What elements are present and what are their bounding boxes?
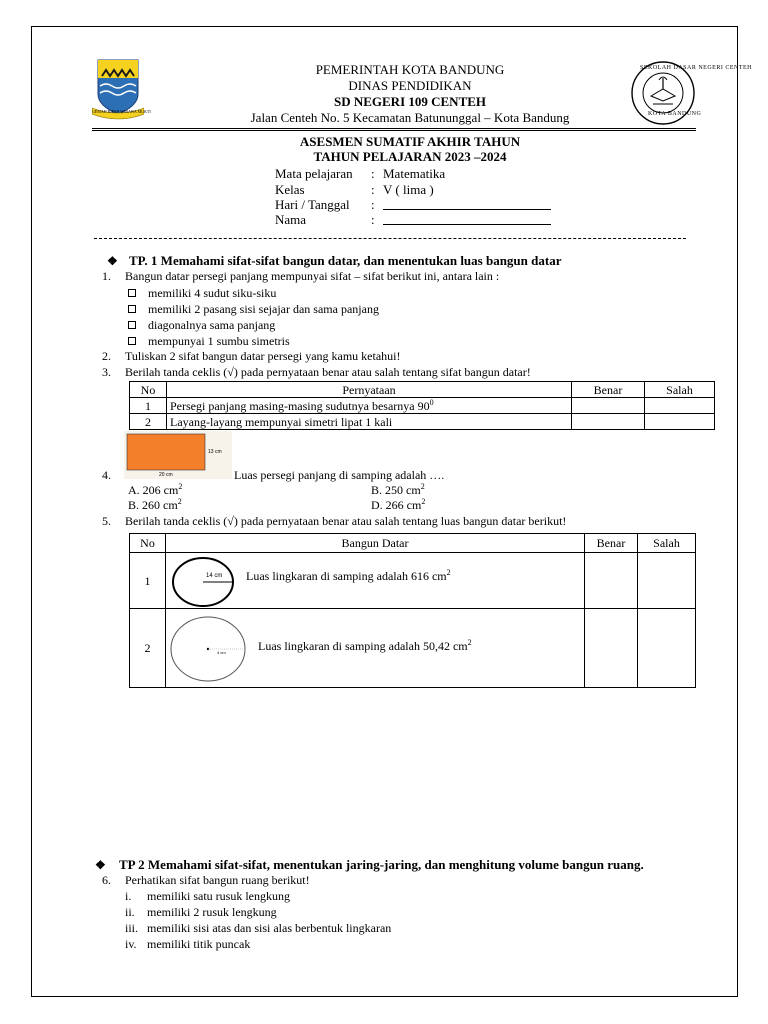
exam-year: TAHUN PELAJARAN 2023 –2024 — [313, 149, 507, 164]
q6-item-roman: iii. — [125, 921, 139, 935]
q6-item-text: memiliki titik puncak — [147, 937, 251, 951]
q4-option-d[interactable]: D. 266 $cm^2$ — [371, 497, 426, 512]
row-statement: Layang-layang mempunyai simetri lipat 1 kali — [167, 414, 572, 430]
row-shape — [166, 553, 585, 609]
q1-option: diagonalnya sama panjang — [148, 318, 276, 332]
row-no: 2 — [130, 414, 167, 430]
dept-title: DINAS PENDIDIKAN — [348, 78, 472, 93]
col-true: Benar — [572, 382, 645, 398]
exam-title: ASESMEN SUMATIF AKHIR TAHUN — [299, 134, 521, 149]
q6-text: Perhatikan sifat bangun ruang berikut! — [125, 873, 310, 887]
q1-option: mempunyai 1 sumbu simetris — [148, 334, 290, 348]
checkbox[interactable] — [128, 321, 136, 329]
right-logo-top-text: SEKOLAH DASAR NEGERI CENTEH — [640, 65, 752, 71]
tp2-heading-text: TP 2 Memahami sifat-sifat, menentukan jaring-jaring, dan menghitung volume bangun ruang. — [119, 857, 644, 872]
school-address: Jalan Centeh No. 5 Kecamatan Batununggal – Kota Bandung — [250, 110, 570, 125]
tp2-heading — [95, 857, 644, 873]
field-colon: : — [371, 212, 375, 227]
q4-number: 4. — [102, 468, 111, 482]
row-statement: Luas lingkaran di samping adalah 50,42 $cm^2$ — [258, 638, 472, 653]
radius-label: 14 cm — [206, 573, 223, 579]
row-no: 2 — [130, 609, 166, 688]
circle-14cm-figure — [170, 555, 238, 609]
gov-title: PEMERINTAH KOTA BANDUNG — [315, 62, 505, 77]
header-divider-top — [92, 128, 696, 129]
col-statement: Pernyataan — [167, 382, 572, 398]
table-header-row — [130, 534, 696, 553]
field-colon: : — [371, 166, 375, 181]
field-value: Matematika — [383, 166, 446, 181]
field-value: V ( lima ) — [383, 182, 434, 197]
orange-rectangle-shape — [127, 434, 205, 470]
field-colon: : — [371, 182, 375, 197]
row-no: 1 — [130, 398, 167, 414]
checkbox[interactable] — [128, 289, 136, 297]
header-divider-bottom — [92, 130, 696, 131]
q2-number: 2. — [102, 349, 111, 363]
table-header-row — [130, 382, 715, 398]
row-statement: Luas lingkaran di samping adalah 616 $cm^2$ — [246, 568, 451, 583]
tp1-heading — [107, 253, 561, 269]
q3-text: Berilah tanda ceklis (√) pada pernyataan benar atau salah tentang sifat bangun datar! — [125, 365, 531, 379]
q6-item-roman: ii. — [125, 905, 135, 919]
statement-table — [129, 381, 715, 430]
false-cell[interactable] — [645, 414, 715, 430]
left-logo-motto: GEMAH RIPAH WIBAWA MUKTI — [92, 109, 151, 114]
q1-option: memiliki 2 pasang sisi sejajar dan sama panjang — [148, 302, 379, 316]
q6-number: 6. — [102, 873, 111, 887]
q1-option: memiliki 4 sudut siku-siku — [148, 286, 277, 300]
q4-text: Luas persegi panjang di samping adalah …. — [234, 468, 445, 482]
field-colon: : — [371, 197, 375, 212]
checkbox[interactable] — [128, 337, 136, 345]
true-cell[interactable] — [585, 553, 638, 609]
diamond-bullet-icon: ❖ — [95, 858, 106, 872]
q1-text: Bangun datar persegi panjang mempunyai sifat – sifat berikut ini, antara lain : — [125, 269, 500, 283]
true-cell[interactable] — [572, 398, 645, 414]
false-cell[interactable] — [645, 398, 715, 414]
q6-item-roman: i. — [125, 889, 132, 903]
circle-table — [129, 533, 696, 688]
field-label: Nama — [275, 212, 307, 227]
row-no: 1 — [130, 553, 166, 609]
radius-label: 4 cm — [217, 650, 226, 655]
q5-number: 5. — [102, 514, 111, 528]
rectangle-figure — [124, 431, 232, 479]
col-no: No — [130, 534, 166, 553]
q6-item-roman: iv. — [125, 937, 137, 951]
q2-text: Tuliskan 2 sifat bangun datar persegi yang kamu ketahui! — [125, 349, 401, 363]
field-label: Hari / Tanggal — [275, 197, 350, 212]
field-label: Mata pelajaran — [275, 166, 353, 181]
false-cell[interactable] — [638, 609, 696, 688]
q4-option-b[interactable]: B. 250 $cm^2$ — [371, 482, 425, 497]
table-row — [130, 414, 715, 430]
table-row — [130, 553, 696, 609]
col-true: Benar — [585, 534, 638, 553]
table-row — [130, 398, 715, 414]
table-row — [130, 609, 696, 688]
false-cell[interactable] — [638, 553, 696, 609]
q6-item-text: memiliki satu rusuk lengkung — [147, 889, 290, 903]
q1-number: 1. — [102, 269, 111, 283]
date-blank-line[interactable] — [383, 197, 551, 213]
name-blank-line[interactable] — [383, 212, 551, 228]
tp1-heading-text: TP. 1 Memahami sifat-sifat bangun datar, dan menentukan luas bangun datar — [129, 253, 562, 268]
q6-item-text: memiliki 2 rusuk lengkung — [147, 905, 277, 919]
q4-option-c[interactable]: B. 260 $cm^2$ — [128, 497, 182, 512]
q4-option-a[interactable]: A. 206 $cm^2$ — [128, 482, 183, 497]
right-logo-bottom-text: KOTA BANDUNG — [648, 111, 702, 117]
field-label: Kelas — [275, 182, 305, 197]
rect-height-label: 13 cm — [208, 449, 222, 455]
col-shape: Bangun Datar — [166, 534, 585, 553]
row-statement: Persegi panjang masing-masing sudutnya besarnya $90^0$ — [167, 398, 572, 414]
q6-item-text: memiliki sisi atas dan sisi alas berbentuk lingkaran — [147, 921, 392, 935]
checkbox[interactable] — [128, 305, 136, 313]
col-no: No — [130, 382, 167, 398]
col-false: Salah — [638, 534, 696, 553]
col-false: Salah — [645, 382, 715, 398]
q5-text: Berilah tanda ceklis (√) pada pernyataan benar atau salah tentang luas bangun datar berikut! — [125, 514, 567, 528]
diamond-bullet-icon: ❖ — [107, 254, 118, 268]
school-name: SD NEGERI 109 CENTEH — [333, 94, 487, 109]
section-divider — [94, 238, 686, 239]
rect-width-label: 20 cm — [159, 472, 173, 478]
true-cell[interactable] — [572, 414, 645, 430]
q3-number: 3. — [102, 365, 111, 379]
true-cell[interactable] — [585, 609, 638, 688]
row-shape — [166, 609, 585, 688]
circle-4cm-figure — [168, 614, 248, 684]
